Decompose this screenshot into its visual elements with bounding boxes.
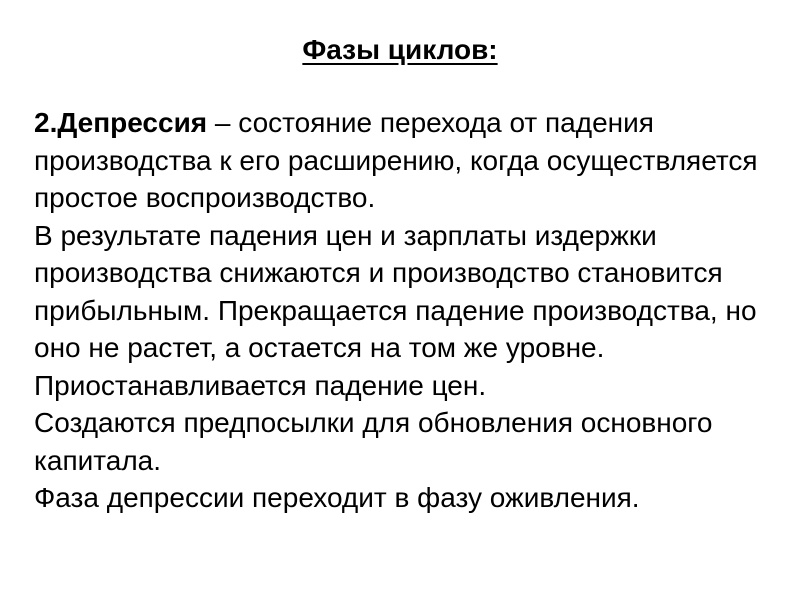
slide-title <box>0 30 800 70</box>
paragraph-capital-renewal: Создаются предпосылки для обновления основного капитала. <box>34 407 713 476</box>
definition-paragraph <box>34 104 774 217</box>
slide-title-text: Фазы циклов: <box>302 34 498 65</box>
paragraph-cost-reduction: В результате падения цен и зарплаты издержки производства снижаются и производство становится прибыльным. Прекращается падение производства, но оно не растет, а остается на том же уровне. <box>34 219 757 363</box>
definition-term: 2.Депрессия <box>34 107 208 138</box>
definition-text: – состояние перехода от падения производства к его расширению, когда осуществляется простое воспроизводство. <box>34 107 758 213</box>
paragraph-price-stop: Приостанавливается падение цен. <box>34 369 487 401</box>
slide-body <box>34 104 774 517</box>
paragraph-phase-transition: Фаза депрессии переходит в фазу оживления. <box>34 482 640 513</box>
